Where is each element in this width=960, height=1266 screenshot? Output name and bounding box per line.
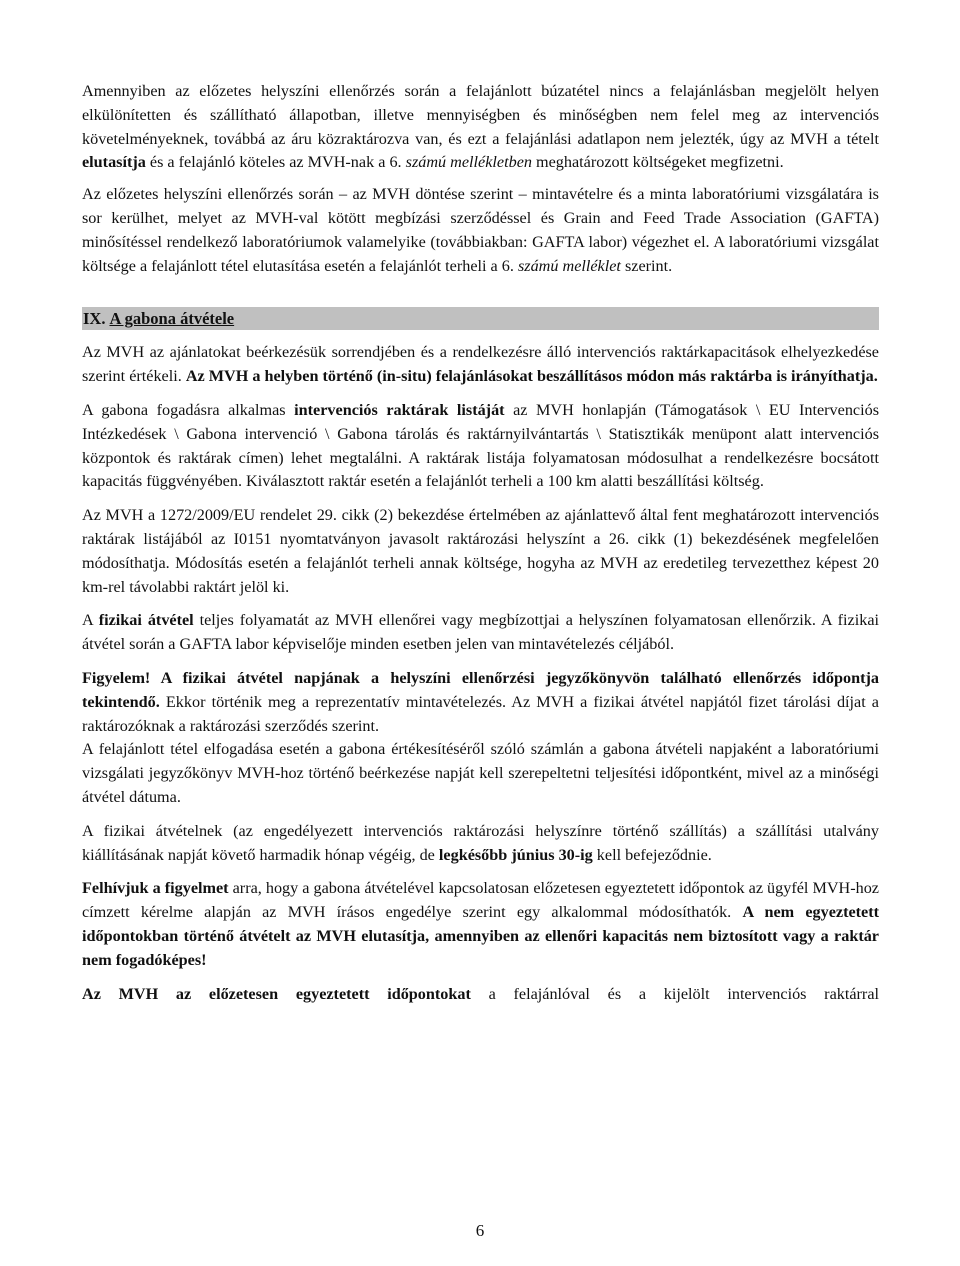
paragraph-attention: Figyelem! A fizikai átvétel napjának a helyszíni ellenőrzési jegyzőkönyvön található ellenőrzés időpontja tekintendő. Ekkor történik meg a reprezentatív mintavételezés. Az MVH a fizikai átvétel napjától fizet tárolási díjat a raktározóknak a raktározási szerződés szerint. — [82, 668, 879, 735]
paragraph-physical-takeover: A fizikai átvétel teljes folyamatát az MVH ellenőrei vagy megbízottjai a helyszínen folyamatosan ellenőrzik. A fizikai átvétel során a GAFTA labor képviselője minden esetben jelen van mintavételezés céljából. — [82, 611, 879, 654]
section-number: IX. — [83, 309, 106, 329]
paragraph-regulation: Az MVH a 1272/2009/EU rendelet 29. cikk (2) bekezdése értelmében az ajánlattevő által fent meghatározott intervenciós raktárak listájából az I0151 nyomtatványon javasolt raktározási helyszínt a 26. cikk (1) bekezdésének megfelelően módosíthatja. Módosítás esetén a felajánlót terheli annak költsége, hogyha az MVH az eredetileg tervezetthez képest 20 km-rel távolabbi raktárt jelöl ki. — [82, 506, 879, 596]
paragraph-offers: Az MVH az ajánlatokat beérkezésük sorrendjében és a rendelkezésre álló intervenciós raktárkapacitások elhelyezkedése szerint értékeli. Az MVH a helyben történő (in-situ) felajánlásokat beszállításos módon más raktárba is irányíthatja. — [82, 343, 879, 386]
paragraph-invoice: A felajánlott tétel elfogadása esetén a gabona értékesítéséről szóló számlán a gabona átvételi napjaként a laboratóriumi vizsgálati jegyzőkönyv MVH-hoz történő beérkezése napját kell szerepeltetni teljesítési időpontként, mivel az a minőségi átvétel dátuma. — [82, 740, 879, 806]
paragraph-sampling: Az előzetes helyszíni ellenőrzés során – az MVH döntése szerint – mintavételre és a minta laboratóriumi vizsgálatára is sor kerülhet, melyet az MVH-val kötött megbízási szerződéssel és Grain and Feed Trade Association (GAFTA) minősítéssel rendelkező laboratóriumok valamelyike (továbbiakban: GAFTA labor) végezhet el. A laboratóriumi vizsgálat költsége a felajánlott tétel elutasítása esetén a felajánlót terheli a 6. számú melléklet szerint. — [82, 185, 879, 275]
paragraph-rejection: Amennyiben az előzetes helyszíni ellenőrzés során a felajánlott búzatétel nincs a felajánlásban megjelölt helyen elkülönítetten és szállítható állapotban, illetve mennyiségben és minőségben nem felel meg az intervenciós követelményeknek, továbbá az áru közraktározva van, és ezt a felajánlási adatlapon nem jelezték, úgy az MVH a tételt elutasítja és a felajánló köteles az MVH-nak a 6. számú mellékletben meghatározott költségeket megfizetni. — [82, 82, 879, 172]
section-title: A gabona átvétele — [109, 309, 235, 329]
paragraph-agreed-times: Az MVH az előzetesen egyeztetett időpontokat a felajánlóval és a kijelölt intervenciós raktárral — [82, 984, 879, 1003]
paragraph-notice: Felhívjuk a figyelmet arra, hogy a gabona átvételével kapcsolatosan előzetesen egyeztetett időpontok az ügyfél MVH-hoz címzett kérelme alapján az MVH írásos engedélye szerint egy alkalommal módosíthatók. A nem egyeztetett időpontokban történő átvételt az MVH elutasítja, amennyiben az ellenőri kapacitás nem biztosított vagy a raktár nem fogadóképes! — [82, 879, 879, 969]
paragraph-deadline: A fizikai átvételnek (az engedélyezett intervenciós raktározási helyszínre történő szállítás) a szállítási utalvány kiállításának napját követő harmadik hónap végéig, de legkésőbb június 30-ig kell befejeződnie. — [82, 821, 879, 864]
paragraph-warehouse-list: A gabona fogadásra alkalmas intervenciós raktárak listáját az MVH honlapján (Támogatások \ EU Intervenciós Intézkedések \ Gabona intervenció \ Gabona tárolás és raktárnyilvántartás \ Statisztikák menüpont alatt intervenciós központok és raktárak címen) lehet megtalálni. A raktárak listája folyamatosan módosulhat a rendelkezésre bocsátott kapacitás függvényében. Kiválasztott raktár esetén a felajánlót terheli a 100 km alatti beszállítási költség. — [82, 400, 879, 491]
document-body — [82, 80, 879, 1006]
page-number: 6 — [475, 1221, 485, 1240]
section-heading — [82, 307, 879, 330]
